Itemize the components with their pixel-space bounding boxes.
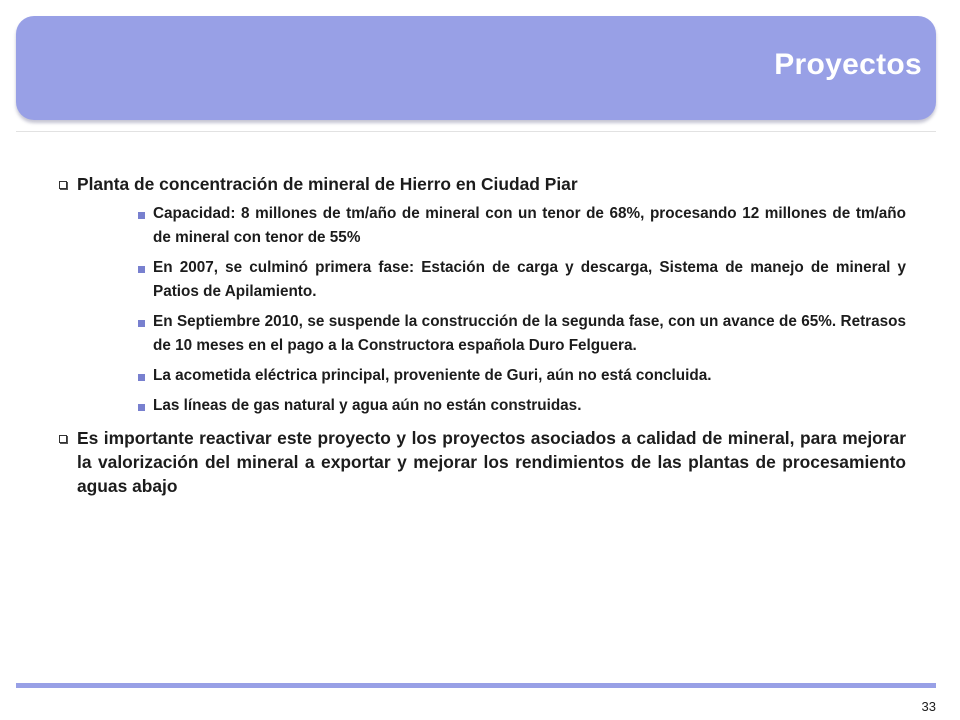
section-reactivar (56, 426, 906, 498)
square-bullet-icon (138, 266, 145, 273)
page-number: 33 (921, 699, 936, 714)
list-item-text: En Septiembre 2010, se suspende la construcción de la segunda fase, con un avance de 65%. Retrasos de 10 meses en el pago a la Constructora española Duro Felguera. (153, 313, 906, 354)
section-heading: Planta de concentración de mineral de Hierro en Ciudad Piar (77, 174, 578, 194)
square-bullet-icon (138, 212, 145, 219)
section-planta (56, 172, 906, 418)
list-item (77, 310, 906, 358)
list-item-text: Capacidad: 8 millones de tm/año de mineral con un tenor de 68%, procesando 12 millones de tm/año de mineral con tenor de 55% (153, 205, 906, 246)
detail-list (77, 202, 906, 418)
checkbox-bullet-icon (59, 181, 67, 189)
checkbox-bullet-icon (59, 435, 67, 443)
list-item (77, 202, 906, 250)
square-bullet-icon (138, 404, 145, 411)
list-item-text: La acometida eléctrica principal, proveniente de Guri, aún no está concluida. (153, 367, 712, 384)
list-item-text: Las líneas de gas natural y agua aún no están construidas. (153, 397, 582, 414)
header-divider (16, 131, 936, 132)
section-heading: Es importante reactivar este proyecto y los proyectos asociados a calidad de mineral, para mejorar la valorización del mineral a exportar y mejorar los rendimientos de las plantas de procesamiento aguas abajo (77, 428, 906, 496)
list-item-text: En 2007, se culminó primera fase: Estación de carga y descarga, Sistema de manejo de mineral y Patios de Apilamiento. (153, 259, 906, 300)
square-bullet-icon (138, 374, 145, 381)
footer-bar (16, 683, 936, 688)
header-banner (16, 16, 936, 120)
page-title: Proyectos (774, 48, 922, 81)
list-item (77, 256, 906, 304)
slide-content (56, 172, 906, 498)
square-bullet-icon (138, 320, 145, 327)
list-item (77, 394, 906, 418)
list-item (77, 364, 906, 388)
